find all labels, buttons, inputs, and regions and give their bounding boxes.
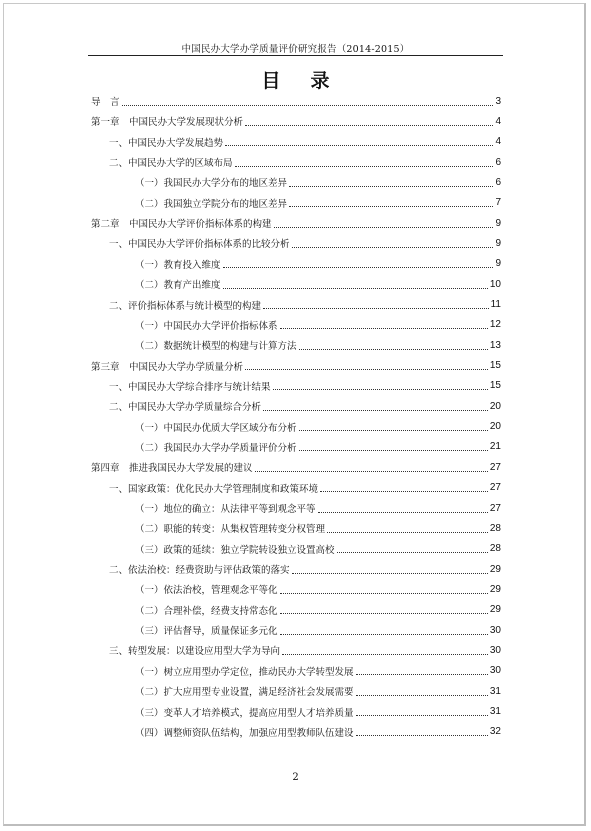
toc-entry[interactable] bbox=[91, 295, 501, 315]
toc-entry[interactable] bbox=[91, 559, 501, 579]
toc-entry[interactable] bbox=[91, 172, 501, 192]
toc-entry-page: 4 bbox=[495, 115, 501, 127]
toc-entry-page: 27 bbox=[489, 502, 501, 514]
toc-entry[interactable] bbox=[91, 315, 501, 335]
toc-entry[interactable] bbox=[91, 518, 501, 538]
toc-entry-label: 二、评价指标体系与统计模型的构建 bbox=[91, 298, 262, 312]
toc-entry-page: 9 bbox=[495, 217, 501, 229]
running-header: 中国民办大学办学质量评价研究报告（2014-2015） bbox=[181, 44, 410, 55]
toc-entry-label: 第四章 推进我国民办大学发展的建议 bbox=[91, 460, 254, 474]
dot-leader bbox=[292, 247, 494, 248]
toc-entry[interactable] bbox=[91, 152, 501, 172]
toc-entry-label: （一）依法治校，管理观念平等化 bbox=[91, 582, 279, 596]
dot-leader bbox=[225, 145, 493, 146]
dot-leader bbox=[280, 328, 488, 329]
toc-entry-page: 30 bbox=[489, 665, 501, 677]
toc-entry-page: 29 bbox=[489, 604, 501, 616]
toc-entry[interactable] bbox=[91, 600, 501, 620]
toc-entry[interactable] bbox=[91, 417, 501, 437]
dot-leader bbox=[263, 410, 488, 411]
toc-entry-label: 一、中国民办大学发展趋势 bbox=[91, 135, 224, 149]
toc-entry-label: （一）我国民办大学分布的地区差异 bbox=[91, 175, 288, 189]
toc-entry[interactable] bbox=[91, 457, 501, 477]
toc-entry[interactable] bbox=[91, 539, 501, 559]
dot-leader bbox=[289, 206, 493, 207]
dot-leader bbox=[282, 654, 488, 655]
toc-entry-page: 28 bbox=[489, 543, 501, 555]
dot-leader bbox=[356, 735, 488, 736]
toc-entry-label: （三）政策的延续：独立学院转设独立设置高校 bbox=[91, 542, 336, 556]
toc-entry-page: 10 bbox=[489, 278, 501, 290]
dot-leader bbox=[223, 288, 488, 289]
toc-entry[interactable] bbox=[91, 335, 501, 355]
toc-entry[interactable] bbox=[91, 111, 501, 131]
toc-entry[interactable] bbox=[91, 132, 501, 152]
toc-entry-label: （四）调整师资队伍结构，加强应用型教师队伍建设 bbox=[91, 725, 355, 739]
toc-entry[interactable] bbox=[91, 396, 501, 416]
toc-entry-label: （二）教育产出维度 bbox=[91, 277, 222, 291]
toc-entry-page: 6 bbox=[495, 156, 501, 168]
dot-leader bbox=[356, 695, 488, 696]
toc-entry-label: 三、转型发展：以建设应用型大学为导向 bbox=[91, 643, 281, 657]
toc-entry-page: 20 bbox=[489, 421, 501, 433]
toc-entry-page: 29 bbox=[489, 583, 501, 595]
dot-leader bbox=[299, 450, 488, 451]
toc-entry-label: 第三章 中国民办大学办学质量分析 bbox=[91, 359, 244, 373]
toc-entry-page: 31 bbox=[489, 706, 501, 717]
toc-entry-page: 21 bbox=[489, 441, 501, 453]
toc-entry-label: （二）我国民办大学办学质量评价分析 bbox=[91, 440, 298, 454]
page-number: 2 bbox=[292, 772, 299, 783]
toc-entry-page: 20 bbox=[489, 400, 501, 412]
toc-entry[interactable] bbox=[91, 661, 501, 681]
toc-entry[interactable] bbox=[91, 722, 501, 742]
dot-leader bbox=[274, 227, 494, 228]
toc-entry[interactable] bbox=[91, 702, 501, 722]
toc-entry-label: （二）扩大应用型专业设置，满足经济社会发展需要 bbox=[91, 684, 355, 698]
toc-entry-label: （一）中国民办优质大学区域分布分析 bbox=[91, 420, 298, 434]
toc-entry[interactable] bbox=[91, 640, 501, 660]
dot-leader bbox=[223, 267, 494, 268]
dot-leader bbox=[292, 573, 488, 574]
toc-entry-page: 7 bbox=[495, 197, 501, 209]
toc-entry[interactable] bbox=[91, 254, 501, 274]
toc-entry-page: 27 bbox=[489, 482, 501, 494]
toc-entry[interactable] bbox=[91, 193, 501, 213]
toc-entry-page: 15 bbox=[489, 380, 501, 392]
toc-entry-page: 30 bbox=[489, 644, 501, 656]
toc-entry-label: （三）评估督导，质量保证多元化 bbox=[91, 623, 279, 637]
toc-entry-label: 第一章 中国民办大学发展现状分析 bbox=[91, 114, 244, 128]
toc-entry-page: 11 bbox=[490, 299, 501, 310]
dot-leader bbox=[263, 308, 489, 309]
dot-leader bbox=[280, 613, 488, 614]
dot-leader bbox=[280, 593, 488, 594]
toc-entry-label: 一、中国民办大学评价指标体系的比较分析 bbox=[91, 236, 291, 250]
toc-entry-label: （二）我国独立学院分布的地区差异 bbox=[91, 196, 288, 210]
toc-entry-label: 导 言 bbox=[91, 94, 121, 108]
dot-leader bbox=[280, 634, 488, 635]
toc-entry-page: 13 bbox=[489, 339, 501, 351]
toc-entry-page: 9 bbox=[495, 258, 501, 270]
toc-entry[interactable] bbox=[91, 437, 501, 457]
toc-entry-label: （一）中国民办大学评价指标体系 bbox=[91, 318, 279, 332]
toc-entry-label: 二、依法治校：经费资助与评估政策的落实 bbox=[91, 562, 291, 576]
toc-entry[interactable] bbox=[91, 274, 501, 294]
dot-leader bbox=[356, 674, 488, 675]
toc-entry-label: （二）数据统计模型的构建与计算方法 bbox=[91, 338, 298, 352]
toc-entry-label: 一、国家政策：优化民办大学管理制度和政策环境 bbox=[91, 481, 319, 495]
toc-entry-label: 第二章 中国民办大学评价指标体系的构建 bbox=[91, 216, 273, 230]
toc-entry-page: 31 bbox=[489, 685, 501, 697]
toc-entry-page: 3 bbox=[495, 95, 501, 107]
dot-leader bbox=[273, 389, 488, 390]
toc-entry-page: 12 bbox=[489, 319, 501, 331]
toc-entry-page: 15 bbox=[489, 360, 501, 372]
dot-leader bbox=[245, 125, 493, 126]
toc-entry[interactable] bbox=[91, 620, 501, 640]
toc-entry[interactable] bbox=[91, 213, 501, 233]
dot-leader bbox=[318, 512, 488, 513]
toc-entry-label: 二、中国民办大学办学质量综合分析 bbox=[91, 399, 262, 413]
toc-title: 目录 bbox=[261, 70, 360, 92]
toc-entry[interactable] bbox=[91, 356, 501, 376]
dot-leader bbox=[320, 491, 488, 492]
dot-leader bbox=[327, 532, 488, 533]
toc-entry-label: （一）教育投入维度 bbox=[91, 257, 222, 271]
dot-leader bbox=[356, 715, 488, 716]
dot-leader bbox=[235, 166, 494, 167]
dot-leader bbox=[299, 430, 488, 431]
toc-entry[interactable] bbox=[91, 498, 501, 518]
dot-leader bbox=[337, 552, 488, 553]
toc-entry-label: （二）职能的转变：从集权管理转变分权管理 bbox=[91, 521, 326, 535]
toc-entry[interactable] bbox=[91, 478, 501, 498]
dot-leader bbox=[299, 349, 488, 350]
toc-entry[interactable] bbox=[91, 376, 501, 396]
toc-entry-page: 30 bbox=[489, 624, 501, 636]
toc-entry[interactable] bbox=[91, 579, 501, 599]
toc-entry-label: （三）变革人才培养模式，提高应用型人才培养质量 bbox=[91, 705, 355, 719]
toc-entry-page: 6 bbox=[495, 176, 501, 188]
toc-entry-page: 29 bbox=[489, 563, 501, 575]
toc-entry-page: 32 bbox=[489, 726, 501, 738]
toc-entry-page: 4 bbox=[495, 136, 501, 148]
toc-entry-page: 9 bbox=[495, 237, 501, 249]
header-rule bbox=[88, 55, 503, 56]
toc-entry-label: （二）合理补偿，经费支持常态化 bbox=[91, 603, 279, 617]
dot-leader bbox=[245, 369, 488, 370]
toc-entry-label: 二、中国民办大学的区域布局 bbox=[91, 155, 234, 169]
toc-entry-label: （一）树立应用型办学定位，推动民办大学转型发展 bbox=[91, 664, 355, 678]
toc-entry-page: 28 bbox=[489, 522, 501, 534]
dot-leader bbox=[289, 186, 493, 187]
toc-entry[interactable] bbox=[91, 91, 501, 111]
toc-entry-label: （一）地位的确立：从法律平等到观念平等 bbox=[91, 501, 317, 515]
toc-entry-page: 27 bbox=[489, 461, 501, 473]
toc-entry[interactable] bbox=[91, 233, 501, 253]
toc-entry[interactable] bbox=[91, 681, 501, 701]
toc-entry-label: 一、中国民办大学综合排序与统计结果 bbox=[91, 379, 272, 393]
dot-leader bbox=[122, 105, 494, 106]
dot-leader bbox=[255, 471, 488, 472]
